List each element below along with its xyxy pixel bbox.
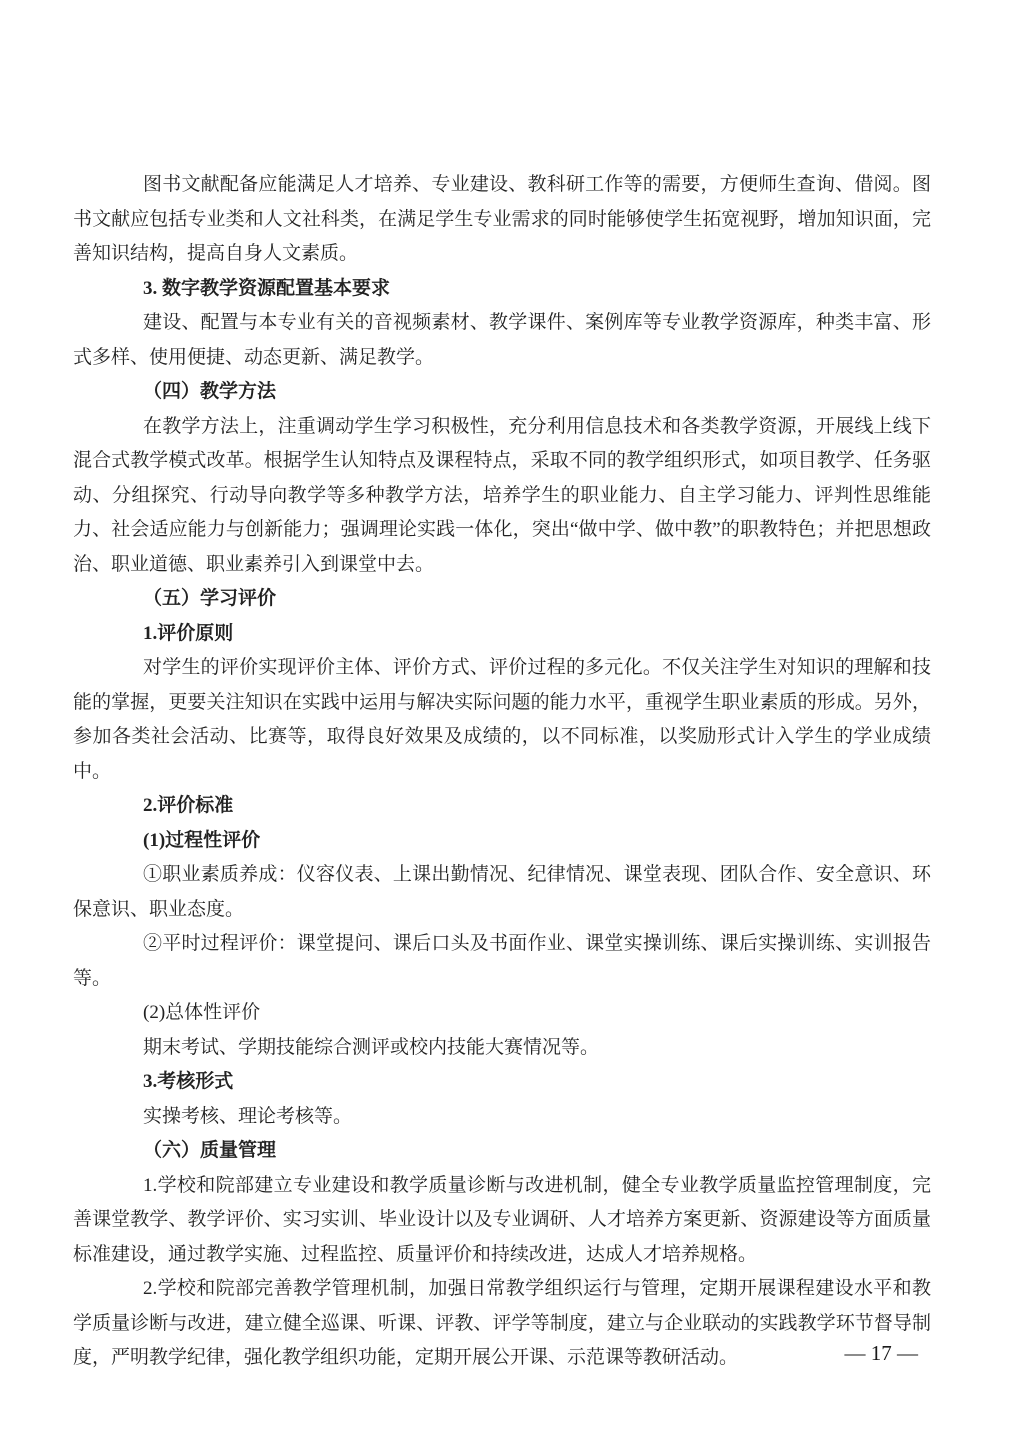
paragraph-quality-mechanism: 1.学校和院部建立专业建设和教学质量诊断与改进机制，健全专业教学质量监控管理制度，完善课堂教学、教学评价、实习实训、毕业设计以及专业调研、人才培养方案更新、资源建设等方面质量标准建设，通过教学实施、过程监控、质量评价和持续改进，达成人才培养规格。 (73, 1174, 931, 1265)
paragraph-evaluation-principles: 对学生的评价实现评价主体、评价方式、评价过程的多元化。不仅关注学生对知识的理解和技能的掌握，更要关注知识在实践中运用与解决实际问题的能力水平，重视学生职业素质的形成。另外，参加各类社会活动、比赛等，取得良好效果及成绩的，以不同标准，以奖励形式计入学生的学业成绩中。 (73, 657, 931, 782)
heading-process-evaluation: (1)过程性评价 (143, 829, 261, 851)
heading-teaching-methods: （四）教学方法 (143, 381, 277, 402)
heading-evaluation-standards: 2.评价标准 (143, 795, 234, 816)
paragraph-teaching-methods: 在教学方法上，注重调动学生学习积极性，充分利用信息技术和各类教学资源，开展线上线下混合式教学模式改革。根据学生认知特点及课程特点，采取不同的教学组织形式，如项目教学、任务驱动、分组探究、行动导向教学等多种教学方法，培养学生的职业能力、自主学习能力、评判性思维能力、社会适应能力与创新能力；强调理论实践一体化，突出“做中学、做中教”的职教特色；并把思想政治、职业道德、职业素养引入到课堂中去。 (73, 415, 931, 575)
subheading-overall-evaluation: (2)总体性评价 (143, 1002, 261, 1023)
heading-digital-resources: 3. 数字教学资源配置基本要求 (143, 277, 391, 299)
heading-evaluation-principles: 1.评价原则 (143, 622, 234, 644)
paragraph-library-resources: 图书文献配备应能满足人才培养、专业建设、教科研工作等的需要，方便师生查询、借阅。图书文献应包括专业类和人文社科类，在满足学生专业需求的同时能够使学生拓宽视野，增加知识面，完善知识结构，提高自身人文素质。 (73, 174, 931, 264)
paragraph-teaching-management: 2.学校和院部完善教学管理机制，加强日常教学组织运行与管理，定期开展课程建设水平和教学质量诊断与改进，建立健全巡课、听课、评教、评学等制度，建立与企业联动的实践教学环节督导制度，严明教学纪律，强化教学组织功能，定期开展公开课、示范课等教研活动。 (73, 1278, 931, 1368)
heading-learning-evaluation: （五）学习评价 (143, 588, 277, 609)
paragraph-professional-quality: ①职业素质养成：仪容仪表、上课出勤情况、纪律情况、课堂表现、团队合作、安全意识、环保意识、职业态度。 (73, 864, 931, 920)
paragraph-assessment-forms: 实操考核、理论考核等。 (143, 1105, 353, 1127)
heading-assessment-forms: 3.考核形式 (143, 1071, 234, 1092)
document-body (73, 168, 931, 1376)
page-number: — 17 — (844, 1341, 918, 1365)
paragraph-daily-process-evaluation: ②平时过程评价：课堂提问、课后口头及书面作业、课堂实操训练、课后实操训练、实训报告等。 (73, 933, 931, 989)
paragraph-digital-resources: 建设、配置与本专业有关的音视频素材、教学课件、案例库等专业教学资源库，种类丰富、形式多样、使用便捷、动态更新、满足教学。 (73, 312, 931, 368)
heading-quality-management: （六）质量管理 (143, 1140, 277, 1161)
paragraph-overall-evaluation: 期末考试、学期技能综合测评或校内技能大赛情况等。 (143, 1036, 600, 1058)
